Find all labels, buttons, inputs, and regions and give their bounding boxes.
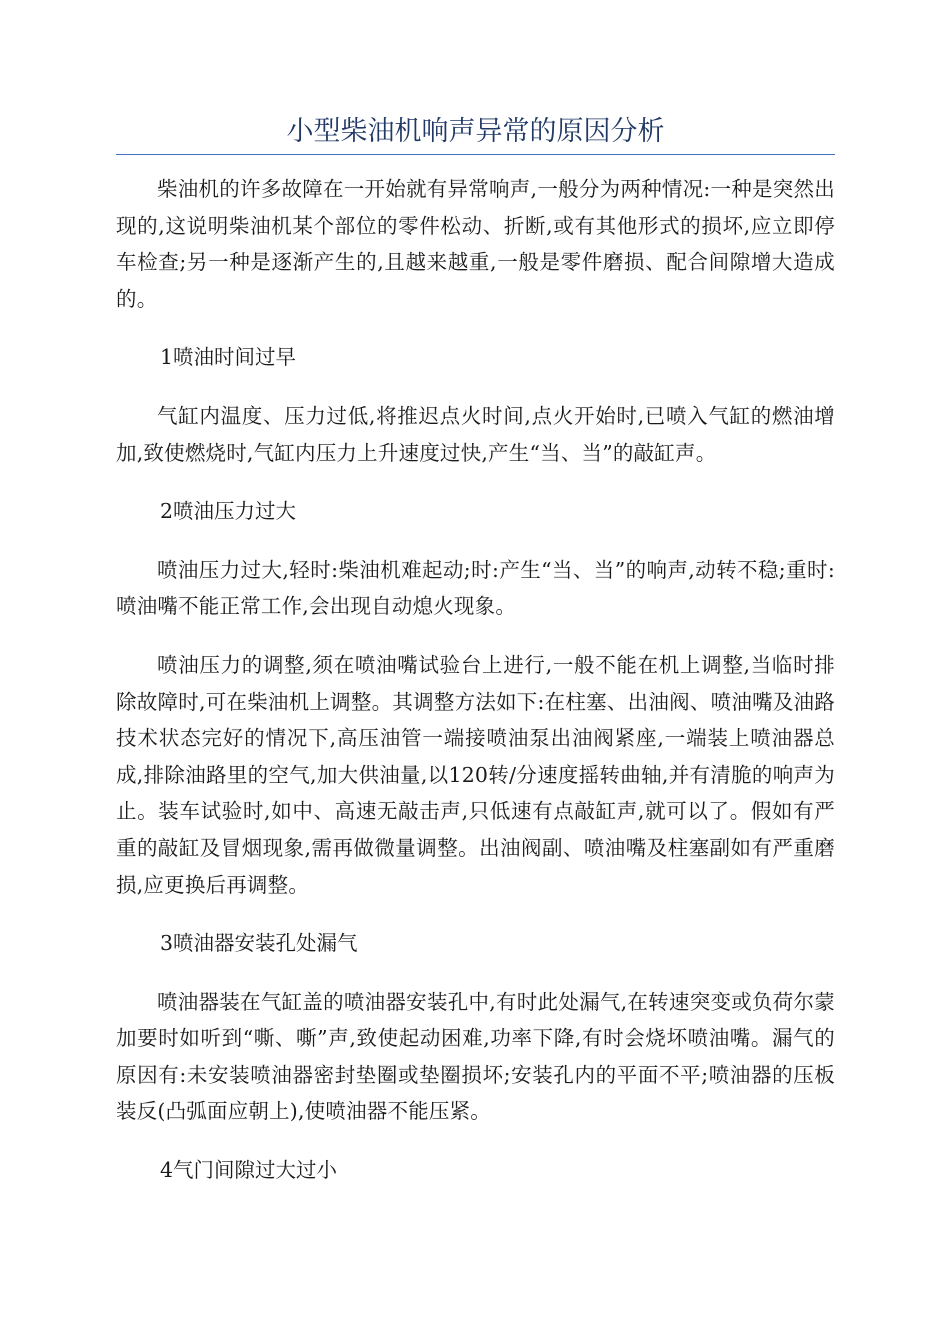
document-page (116, 112, 835, 1211)
paragraph-section-3: 喷油器装在气缸盖的喷油器安装孔中,有时此处漏气,在转速突变或负荷尔蒙加要时如听到“嘶、嘶”声,致使起动困难,功率下降,有时会烧坏喷油嘴。漏气的原因有:未安装喷油器密封垫圈或垫圈损坏;安装孔内的平面不平;喷油器的压板装反(凸弧面应朝上),使喷油器不能压紧。 (116, 989, 835, 1124)
section-heading-1: 1喷油时间过早 (160, 345, 297, 370)
paragraph-section-1: 气缸内温度、压力过低,将推迟点火时间,点火开始时,已喷入气缸的燃油增加,致使燃烧时,气缸内压力上升速度过快,产生“当、当”的敲缸声。 (116, 403, 835, 465)
document-title: 小型柴油机响声异常的原因分析 (116, 112, 835, 155)
section-heading-2: 2喷油压力过大 (160, 499, 297, 524)
section-heading-3: 3喷油器安装孔处漏气 (160, 931, 358, 956)
paragraph-section-2a: 喷油压力过大,轻时:柴油机难起动;时:产生“当、当”的响声,动转不稳;重时:喷油嘴不能正常工作,会出现自动熄火现象。 (116, 557, 835, 619)
section-heading-4: 4气门间隙过大过小 (160, 1158, 338, 1183)
paragraph-intro: 柴油机的许多故障在一开始就有异常响声,一般分为两种情况:一种是突然出现的,这说明柴油机某个部位的零件松动、折断,或有其他形式的损坏,应立即停车检查;另一种是逐渐产生的,且越来越重,一般是零件磨损、配合间隙增大造成的。 (116, 177, 835, 311)
paragraph-section-2b: 喷油压力的调整,须在喷油嘴试验台上进行,一般不能在机上调整,当临时排除故障时,可在柴油机上调整。其调整方法如下:在柱塞、出油阀、喷油嘴及油路技术状态完好的情况下,高压油管一端接喷油泵出油阀紧座,一端装上喷油器总成,排除油路里的空气,加大供油量,以120转/分速度摇转曲轴,并有清脆的响声为止。装车试验时,如中、高速无敲击声,只低速有点敲缸声,就可以了。假如有严重的敲缸及冒烟现象,需再做微量调整。出油阀副、喷油嘴及柱塞副如有严重磨损,应更换后再调整。 (116, 652, 835, 897)
